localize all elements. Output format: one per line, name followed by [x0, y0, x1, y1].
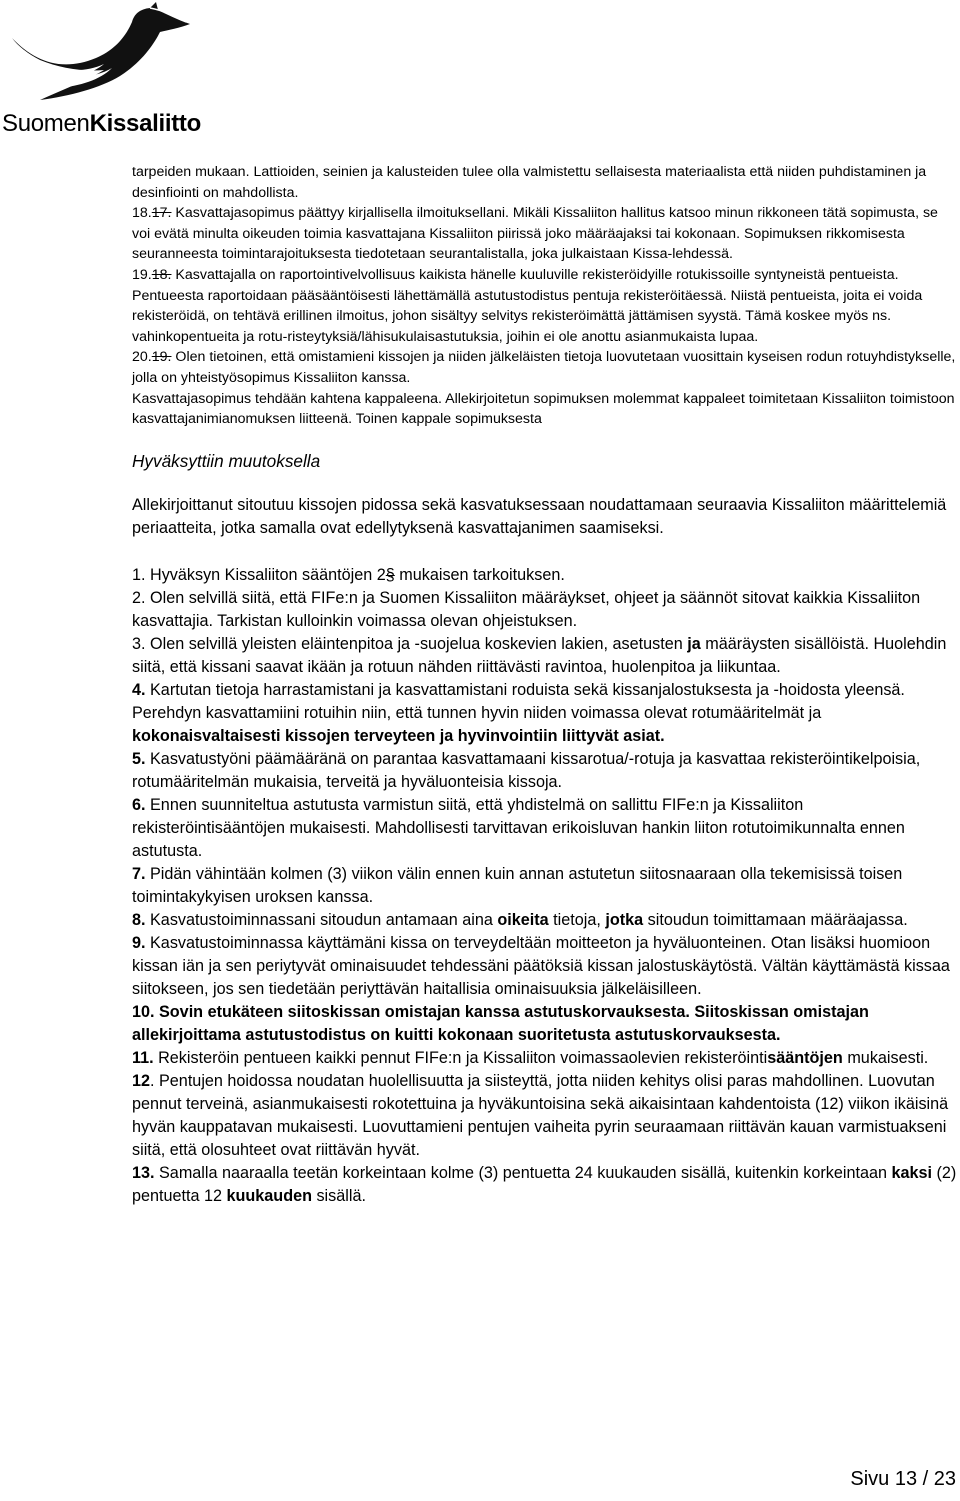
clause-number: 18.: [132, 205, 152, 222]
clause-number-deleted: 17.: [151, 205, 172, 222]
item-number: 6.: [132, 795, 146, 814]
item-text: Olen selvillä yleisten eläintenpitoa ja -suojelua koskevien lakien, asetusten: [145, 634, 688, 653]
item-text: Kartutan tietoja harrastamistani ja kasvattamistani roduista sekä kissanjalostuksesta ja -hoidosta yleensä. Perehdyn kasvattamiini rotuihin niin, että tunnen hyvin niiden voimassa olevat rotumääritelmät ja: [132, 680, 905, 722]
paragraph-19: [132, 265, 957, 347]
cat-logo-icon: [0, 0, 215, 112]
item-number: 8.: [132, 910, 146, 929]
principle-12: [132, 1070, 957, 1162]
item-text-bold: sääntöjen: [767, 1048, 843, 1067]
section-heading: Hyväksyttiin muutoksella: [132, 450, 321, 471]
clause-number-deleted: 19.: [151, 349, 172, 366]
paragraph-copies: Kasvattajasopimus tehdään kahtena kappaleena. Allekirjoitetun sopimuksen molemmat kappaleet toimitetaan Kissaliiton toimistoon kasvattajanimianomuksen liitteenä. Toinen kappale sopimuksesta: [132, 390, 955, 428]
item-text: Samalla naaraalla teetän korkeintaan kolme (3) pentuetta 24 kuukauden sisällä, kuitenkin korkeintaan: [154, 1163, 892, 1182]
item-text: mukaisesti.: [842, 1048, 929, 1067]
item-text-bold: kokonaisvaltaisesti kissojen terveyteen ja hyvinvointiin liittyvät asiat.: [132, 726, 665, 745]
logo-name-bold: Kissaliitto: [89, 110, 201, 137]
item-number: 4.: [132, 680, 146, 699]
principle-4: [132, 679, 957, 748]
logo-wordmark: [2, 110, 201, 138]
principle-9: [132, 932, 957, 1001]
item-number: 13.: [132, 1163, 155, 1182]
item-text: Pidän vähintään kolmen (3) viikon välin ennen kuin annan astutetun siitosnaaraan olla tekemisissä toisen toimintakykyisen uroksen kanssa.: [132, 864, 903, 906]
principle-11: [132, 1047, 957, 1070]
principle-2: [132, 587, 957, 633]
item-number: 3.: [132, 634, 146, 653]
item-text: Rekisteröin pentueen kaikki pennut FIFe:n ja Kissaliiton voimassaolevien rekisteröinti: [153, 1048, 768, 1067]
clause-text: Olen tietoinen, että omistamieni kissojen ja niiden jälkeläisten tietoja luovutetaan vuosittain kyseisen rodun rotuyhdistykselle, jolla on yhteistyösopimus Kissaliiton kanssa.: [132, 349, 956, 386]
item-number: 12: [132, 1071, 151, 1090]
clause-text: Kasvattajalla on raportointivelvollisuus kaikista hänelle kuuluville rekisteröidyille rotukissoille syntyneistä pentueista. Pentueesta raportoidaan pääsääntöisesti lähettämällä astutustodistus pentuja rekisteröitäessä. Niistä pentueista, joita ei voida rekisteröidä, on tehtävä erillinen ilmoitus, johon sisältyy selvitys rekisteröimättä jättämisen syystä. Tämä koskee myös ns. vahinkopentueita ja rotu-risteytyksiä/lähisukulaisastutuksia, joihin ei ole anottu asianmukaista lupaa.: [132, 266, 923, 345]
item-number: 5.: [132, 749, 146, 768]
item-text-bold: kuukauden: [226, 1186, 312, 1205]
clause-number: 20.: [132, 349, 152, 366]
page-number: Sivu 13 / 23: [850, 1468, 956, 1490]
principle-13: [132, 1162, 957, 1208]
item-text: sitoudun toimittamaan määräajassa.: [643, 910, 908, 929]
section-sign-deleted: §: [385, 565, 395, 584]
principle-3: [132, 633, 957, 679]
principle-10: [132, 1001, 957, 1047]
paragraph-intro-line: tarpeiden mukaan. Lattioiden, seinien ja kalusteiden tulee olla valmistettu sellaisesta materiaalista että niiden puhdistaminen ja desinfiointi on mahdollista.: [132, 164, 927, 201]
clause-text: Kasvattajasopimus päättyy kirjallisella ilmoituksellani. Mikäli Kissaliiton hallitus katsoo minun rikkoneen tätä sopimusta, se voi evätä minulta oikeuden toimia kasvattajana Kissaliiton piirissä joko määräajaksi tai kokonaan. Sopimuksen rikkomisesta seuranneesta toimintarajoituksesta tiedotetaan seurantalistalla, joka julkaistaan Kissa-lehdessä.: [132, 205, 938, 263]
logo-name-regular: Suomen: [2, 110, 90, 137]
item-text-bold: jotka: [605, 910, 644, 929]
item-text-bold: 10. Sovin etukäteen siitoskissan omistajan kanssa astutuskorvauksesta. Siitoskissan omistajan allekirjoittama astutustodistus on kuitti kokonaan suoritetusta astutuskorvauksesta.: [132, 1002, 869, 1044]
principles-list: [132, 494, 957, 1208]
item-text: Ennen suunniteltua astutusta varmistun siitä, että yhdistelmä on sallittu FIFe:n ja Kissaliiton rekisteröintisääntöjen mukaisesti. Mahdollisesti tarvittavan erikoisluvan hankin liiton rotutoimikunnalta ennen astutusta.: [132, 795, 905, 860]
item-text-bold: oikeita: [497, 910, 549, 929]
item-text-bold: ja: [687, 634, 701, 653]
principle-5: [132, 748, 957, 794]
item-number: 2.: [132, 588, 146, 607]
item-number: 7.: [132, 864, 146, 883]
item-text: Kasvatustoiminnassa käyttämäni kissa on terveydeltään moitteeton ja hyväluonteinen. Otan lisäksi huomioon kissan iän ja sen periytyvät ominaisuudet tehdessäni päätöksiä kissan jalostuskäytöstä. Vältän käyttämästä kissaa siitokseen, jos sen tiedetään periyttävän haitallisia ominaisuuksia jälkeläisilleen.: [132, 933, 950, 998]
logo: [0, 0, 215, 140]
item-text: Hyväksyn Kissaliiton sääntöjen 2: [145, 565, 386, 584]
item-number: 9.: [132, 933, 146, 952]
item-text: tietoja,: [548, 910, 606, 929]
item-number: 1.: [132, 565, 146, 584]
principle-1: [132, 564, 957, 587]
item-text: mukaisen tarkoituksen.: [394, 565, 565, 584]
clause-number: 19.: [132, 266, 152, 283]
principle-7: [132, 863, 957, 909]
item-text-bold: kaksi: [891, 1163, 933, 1182]
principles-intro: Allekirjoittanut sitoutuu kissojen pidossa sekä kasvatuksessaan noudattamaan seuraavia Kissaliiton määrittelemiä periaatteita, jotka samalla ovat edellytyksenä kasvattajanimen saamiseksi.: [132, 495, 947, 537]
principle-6: [132, 794, 957, 863]
item-text: Kasvatustyöni päämääränä on parantaa kasvattamaani kissarotua/-rotuja ja kasvattaa rekisteröintikelpoisia, rotumääritelmän mukaisia, terveitä ja hyväluonteisia kissoja.: [132, 749, 921, 791]
item-text: Kasvatustoiminnassani sitoudun antamaan aina: [145, 910, 498, 929]
item-text: määräysten sisällöistä. Huolehdin siitä, että kissani saavat ikään ja rotuun nähden riittävästi ravintoa, huolenpitoa ja liikuntaa.: [132, 634, 947, 676]
item-text: . Pentujen hoidossa noudatan huolellisuutta ja siisteyttä, jotta niiden kehitys olisi paras mahdollinen. Luovutan pennut terveinä, asianmukaisesti rokotettuina ja hyväkuntoisina sekä aikaisintaan kahdentoista (12) viikon ikäisinä hyvän kauppatavan mukaisesti. Luovuttamieni pentujen vaiheita pyrin seuraamaan riittävän kauan varmistuakseni siitä, että olosuhteet ovat riittävän hyvät.: [132, 1071, 949, 1159]
paragraph-18: [132, 203, 957, 265]
principle-8: [132, 909, 957, 932]
section-clauses: [132, 162, 957, 430]
item-text: (2) pentuetta 12: [132, 1163, 957, 1205]
document-body: [132, 162, 957, 1208]
item-text: sisällä.: [311, 1186, 366, 1205]
paragraph-20: [132, 347, 957, 388]
clause-number-deleted: 18.: [151, 266, 172, 283]
item-number: 11.: [132, 1048, 154, 1067]
item-text: Olen selvillä siitä, että FIFe:n ja Suomen Kissaliiton määräykset, ohjeet ja säännöt sitovat kaikkia Kissaliiton kasvattajia. Tarkistan kulloinkin voimassa olevan ohjeistuksen.: [132, 588, 921, 630]
